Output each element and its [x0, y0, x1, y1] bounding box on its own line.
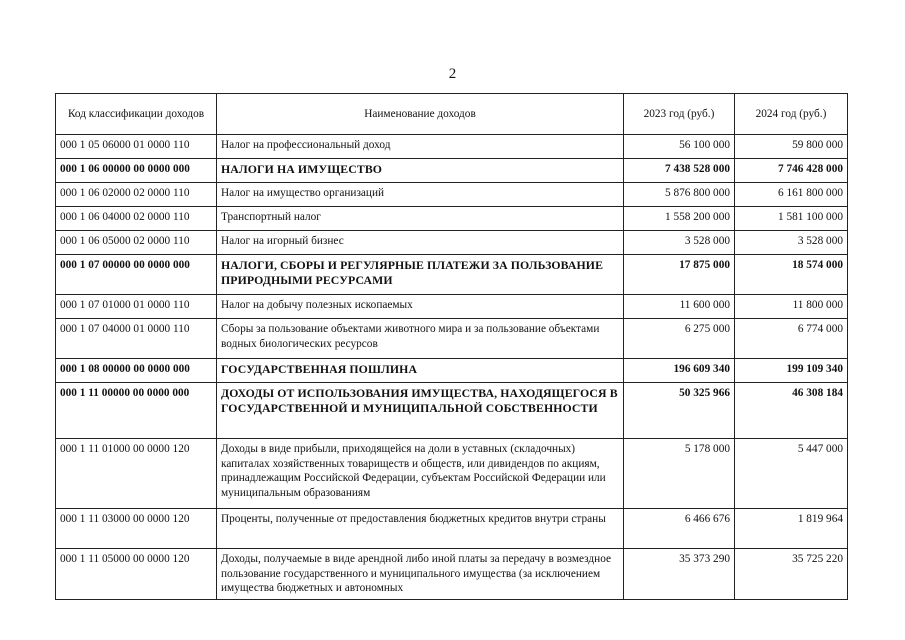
- row-code: 000 1 06 02000 02 0000 110: [56, 183, 217, 207]
- table-row-section: [56, 359, 848, 383]
- table-row: [56, 135, 848, 159]
- row-code: 000 1 06 05000 02 0000 110: [56, 231, 217, 255]
- row-value-2023: 17 875 000: [624, 255, 735, 295]
- row-code: 000 1 05 06000 01 0000 110: [56, 135, 217, 159]
- row-name: НАЛОГИ НА ИМУЩЕСТВО: [217, 159, 624, 183]
- row-code: 000 1 11 01000 00 0000 120: [56, 439, 217, 509]
- row-name: Транспортный налог: [217, 207, 624, 231]
- row-value-2023: 5 178 000: [624, 439, 735, 509]
- table-row: [56, 183, 848, 207]
- row-code: 000 1 06 00000 00 0000 000: [56, 159, 217, 183]
- row-code: 000 1 08 00000 00 0000 000: [56, 359, 217, 383]
- row-name: Проценты, полученные от предоставления бюджетных кредитов внутри страны: [217, 509, 624, 549]
- row-value-2024: 18 574 000: [735, 255, 848, 295]
- row-name: Доходы, получаемые в виде арендной либо иной платы за передачу в возмездное пользование государственного и муниципального имущества (за исключением имущества бюджетных и автономных: [217, 549, 624, 600]
- row-value-2023: 6 466 676: [624, 509, 735, 549]
- table-row-section: [56, 383, 848, 439]
- row-code: 000 1 11 00000 00 0000 000: [56, 383, 217, 439]
- row-code: 000 1 11 03000 00 0000 120: [56, 509, 217, 549]
- row-value-2024: 7 746 428 000: [735, 159, 848, 183]
- row-name: Сборы за пользование объектами животного мира и за пользование объектами водных биологических ресурсов: [217, 319, 624, 359]
- row-value-2024: 5 447 000: [735, 439, 848, 509]
- row-code: 000 1 06 04000 02 0000 110: [56, 207, 217, 231]
- row-value-2023: 11 600 000: [624, 295, 735, 319]
- row-value-2023: 7 438 528 000: [624, 159, 735, 183]
- row-name: ДОХОДЫ ОТ ИСПОЛЬЗОВАНИЯ ИМУЩЕСТВА, НАХОДЯЩЕГОСЯ В ГОСУДАРСТВЕННОЙ И МУНИЦИПАЛЬНОЙ СОБСТВЕННОСТИ: [217, 383, 624, 439]
- header-year-2024: 2024 год (руб.): [735, 94, 848, 135]
- row-name: Доходы в виде прибыли, приходящейся на доли в уставных (складочных) капиталах хозяйственных товариществ и обществ, или дивидендов по акциям, принадлежащим Российской Федерации, субъектам Российской Федерации или муниципальным образованиям: [217, 439, 624, 509]
- row-code: 000 1 07 00000 00 0000 000: [56, 255, 217, 295]
- table-row: [56, 231, 848, 255]
- table-row: [56, 439, 848, 509]
- row-value-2023: 50 325 966: [624, 383, 735, 439]
- table-row-section: [56, 159, 848, 183]
- row-name: Налог на профессиональный доход: [217, 135, 624, 159]
- row-value-2023: 6 275 000: [624, 319, 735, 359]
- row-name: Налог на добычу полезных ископаемых: [217, 295, 624, 319]
- row-value-2024: 199 109 340: [735, 359, 848, 383]
- row-code: 000 1 11 05000 00 0000 120: [56, 549, 217, 600]
- page-number: 2: [448, 66, 457, 82]
- row-value-2023: 5 876 800 000: [624, 183, 735, 207]
- revenue-table: [55, 93, 848, 600]
- row-name: Налог на игорный бизнес: [217, 231, 624, 255]
- row-value-2024: 59 800 000: [735, 135, 848, 159]
- header-year-2023: 2023 год (руб.): [624, 94, 735, 135]
- table-row: [56, 549, 848, 600]
- row-value-2024: 3 528 000: [735, 231, 848, 255]
- row-value-2023: 56 100 000: [624, 135, 735, 159]
- row-code: 000 1 07 04000 01 0000 110: [56, 319, 217, 359]
- table-row: [56, 509, 848, 549]
- row-name: НАЛОГИ, СБОРЫ И РЕГУЛЯРНЫЕ ПЛАТЕЖИ ЗА ПОЛЬЗОВАНИЕ ПРИРОДНЫМИ РЕСУРСАМИ: [217, 255, 624, 295]
- row-value-2024: 1 819 964: [735, 509, 848, 549]
- table-header-row: [56, 94, 848, 135]
- row-value-2024: 6 774 000: [735, 319, 848, 359]
- row-value-2023: 196 609 340: [624, 359, 735, 383]
- row-name: Налог на имущество организаций: [217, 183, 624, 207]
- header-name: Наименование доходов: [217, 94, 624, 135]
- table-row: [56, 207, 848, 231]
- row-code: 000 1 07 01000 01 0000 110: [56, 295, 217, 319]
- row-value-2024: 11 800 000: [735, 295, 848, 319]
- table-row: [56, 319, 848, 359]
- table-row: [56, 295, 848, 319]
- row-value-2023: 1 558 200 000: [624, 207, 735, 231]
- header-code: Код классификации доходов: [56, 94, 217, 135]
- row-value-2023: 3 528 000: [624, 231, 735, 255]
- row-value-2024: 6 161 800 000: [735, 183, 848, 207]
- row-value-2024: 46 308 184: [735, 383, 848, 439]
- row-name: ГОСУДАРСТВЕННАЯ ПОШЛИНА: [217, 359, 624, 383]
- row-value-2023: 35 373 290: [624, 549, 735, 600]
- row-value-2024: 35 725 220: [735, 549, 848, 600]
- table-row-section: [56, 255, 848, 295]
- row-value-2024: 1 581 100 000: [735, 207, 848, 231]
